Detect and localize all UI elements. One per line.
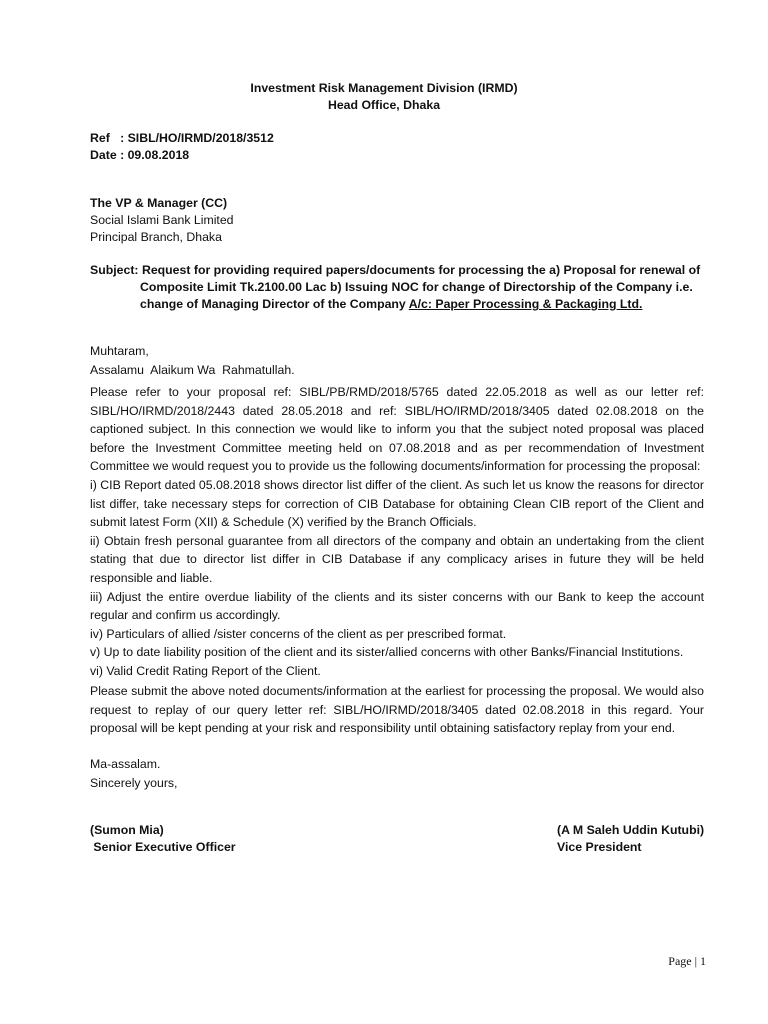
signoff-block	[90, 755, 177, 792]
list-item: vi) Valid Credit Rating Report of the Client.	[90, 663, 321, 678]
letter-body	[90, 383, 704, 681]
greeting-block	[90, 342, 295, 379]
recipient-branch: Principal Branch, Dhaka	[90, 230, 222, 244]
recipient-bank: Social Islami Bank Limited	[90, 213, 234, 227]
page-number: Page | 1	[668, 954, 706, 968]
list-item: ii) Obtain fresh personal guarantee from all directors of the company and obtain an undertaking from the client stating that due to director list differ in CIB Database if any complicacy arises in future they will be held responsible and liable.	[90, 533, 704, 585]
right-signatory-name: (A M Saleh Uddin Kutubi)	[557, 823, 705, 837]
list-item: v) Up to date liability position of the client and its sister/allied concerns with other Banks/Financial Institutions.	[90, 645, 684, 660]
letterhead	[0, 80, 768, 114]
list-item: iii) Adjust the entire overdue liability of the clients and its sister concerns with our Bank to keep the account regular and confirm us accordingly.	[90, 589, 704, 623]
closing-paragraph: Please submit the above noted documents/information at the earliest for processing the proposal. We would also request to replay of our query letter ref: SIBL/HO/IRMD/2018/3405 dated 02.08.2018 in this regard. Your proposal will be kept pending at your risk and responsibility until obtaining satisfactory replay from your end.	[90, 684, 704, 736]
subject-text-wrap	[90, 262, 710, 313]
intro-paragraph: Please refer to your proposal ref: SIBL/PB/RMD/2018/5765 dated 22.05.2018 as well as our letter ref: SIBL/HO/IRMD/2018/2443 dated 28.05.2018 and ref: SIBL/HO/IRMD/2018/3405 dated 02.08.2018 on the captioned subject. In this connection we would like to inform you that the subject noted proposal was placed before the Investment Committee meeting held on 07.08.2018 and as per recommendation of Investment Committee we would request you to provide us the following documents/information for processing the proposal:	[90, 385, 704, 474]
recipient-block	[90, 195, 234, 246]
letter-date: Date : 09.08.2018	[90, 148, 190, 162]
right-signatory-title: Vice President	[557, 840, 642, 854]
left-signatory	[90, 822, 236, 856]
ref-number: Ref : SIBL/HO/IRMD/2018/3512	[90, 131, 274, 145]
list-item: iv) Particulars of allied /sister concerns of the client as per prescribed format.	[90, 626, 507, 641]
recipient-title: The VP & Manager (CC)	[90, 196, 228, 210]
division-name: Investment Risk Management Division (IRMD)	[250, 81, 518, 95]
right-signatory	[557, 822, 704, 856]
office-name: Head Office, Dhaka	[327, 98, 441, 112]
signoff-line-1: Ma-assalam.	[90, 757, 161, 771]
subject-account: A/c: Paper Processing & Packaging Ltd.	[408, 297, 643, 311]
list-item: i) CIB Report dated 05.08.2018 shows director list differ of the client. As such let us know the reasons for director list differ, take necessary steps for correction of CIB Database for obtaining Clean CIB report of the Client and submit latest Form (XII) & Schedule (X) verified by the Branch Officials.	[90, 477, 704, 530]
signoff-line-2: Sincerely yours,	[90, 775, 178, 790]
subject-block	[90, 262, 710, 313]
greeting-line-1: Muhtaram,	[90, 344, 149, 358]
left-signatory-name: (Sumon Mia)	[90, 823, 164, 837]
left-signatory-title: Senior Executive Officer	[90, 840, 236, 854]
greeting-line-2: Assalamu Alaikum Wa Rahmatullah.	[90, 362, 295, 377]
reference-block	[90, 130, 274, 164]
subject-text: Request for providing required papers/documents for processing the a) Proposal for renewal of Composite Limit Tk.2100.00 Lac b) Issuing NOC for change of Directorship of the Company i.e. change of Managing Director of the Company	[140, 263, 701, 311]
subject-label: Subject:	[90, 263, 139, 277]
